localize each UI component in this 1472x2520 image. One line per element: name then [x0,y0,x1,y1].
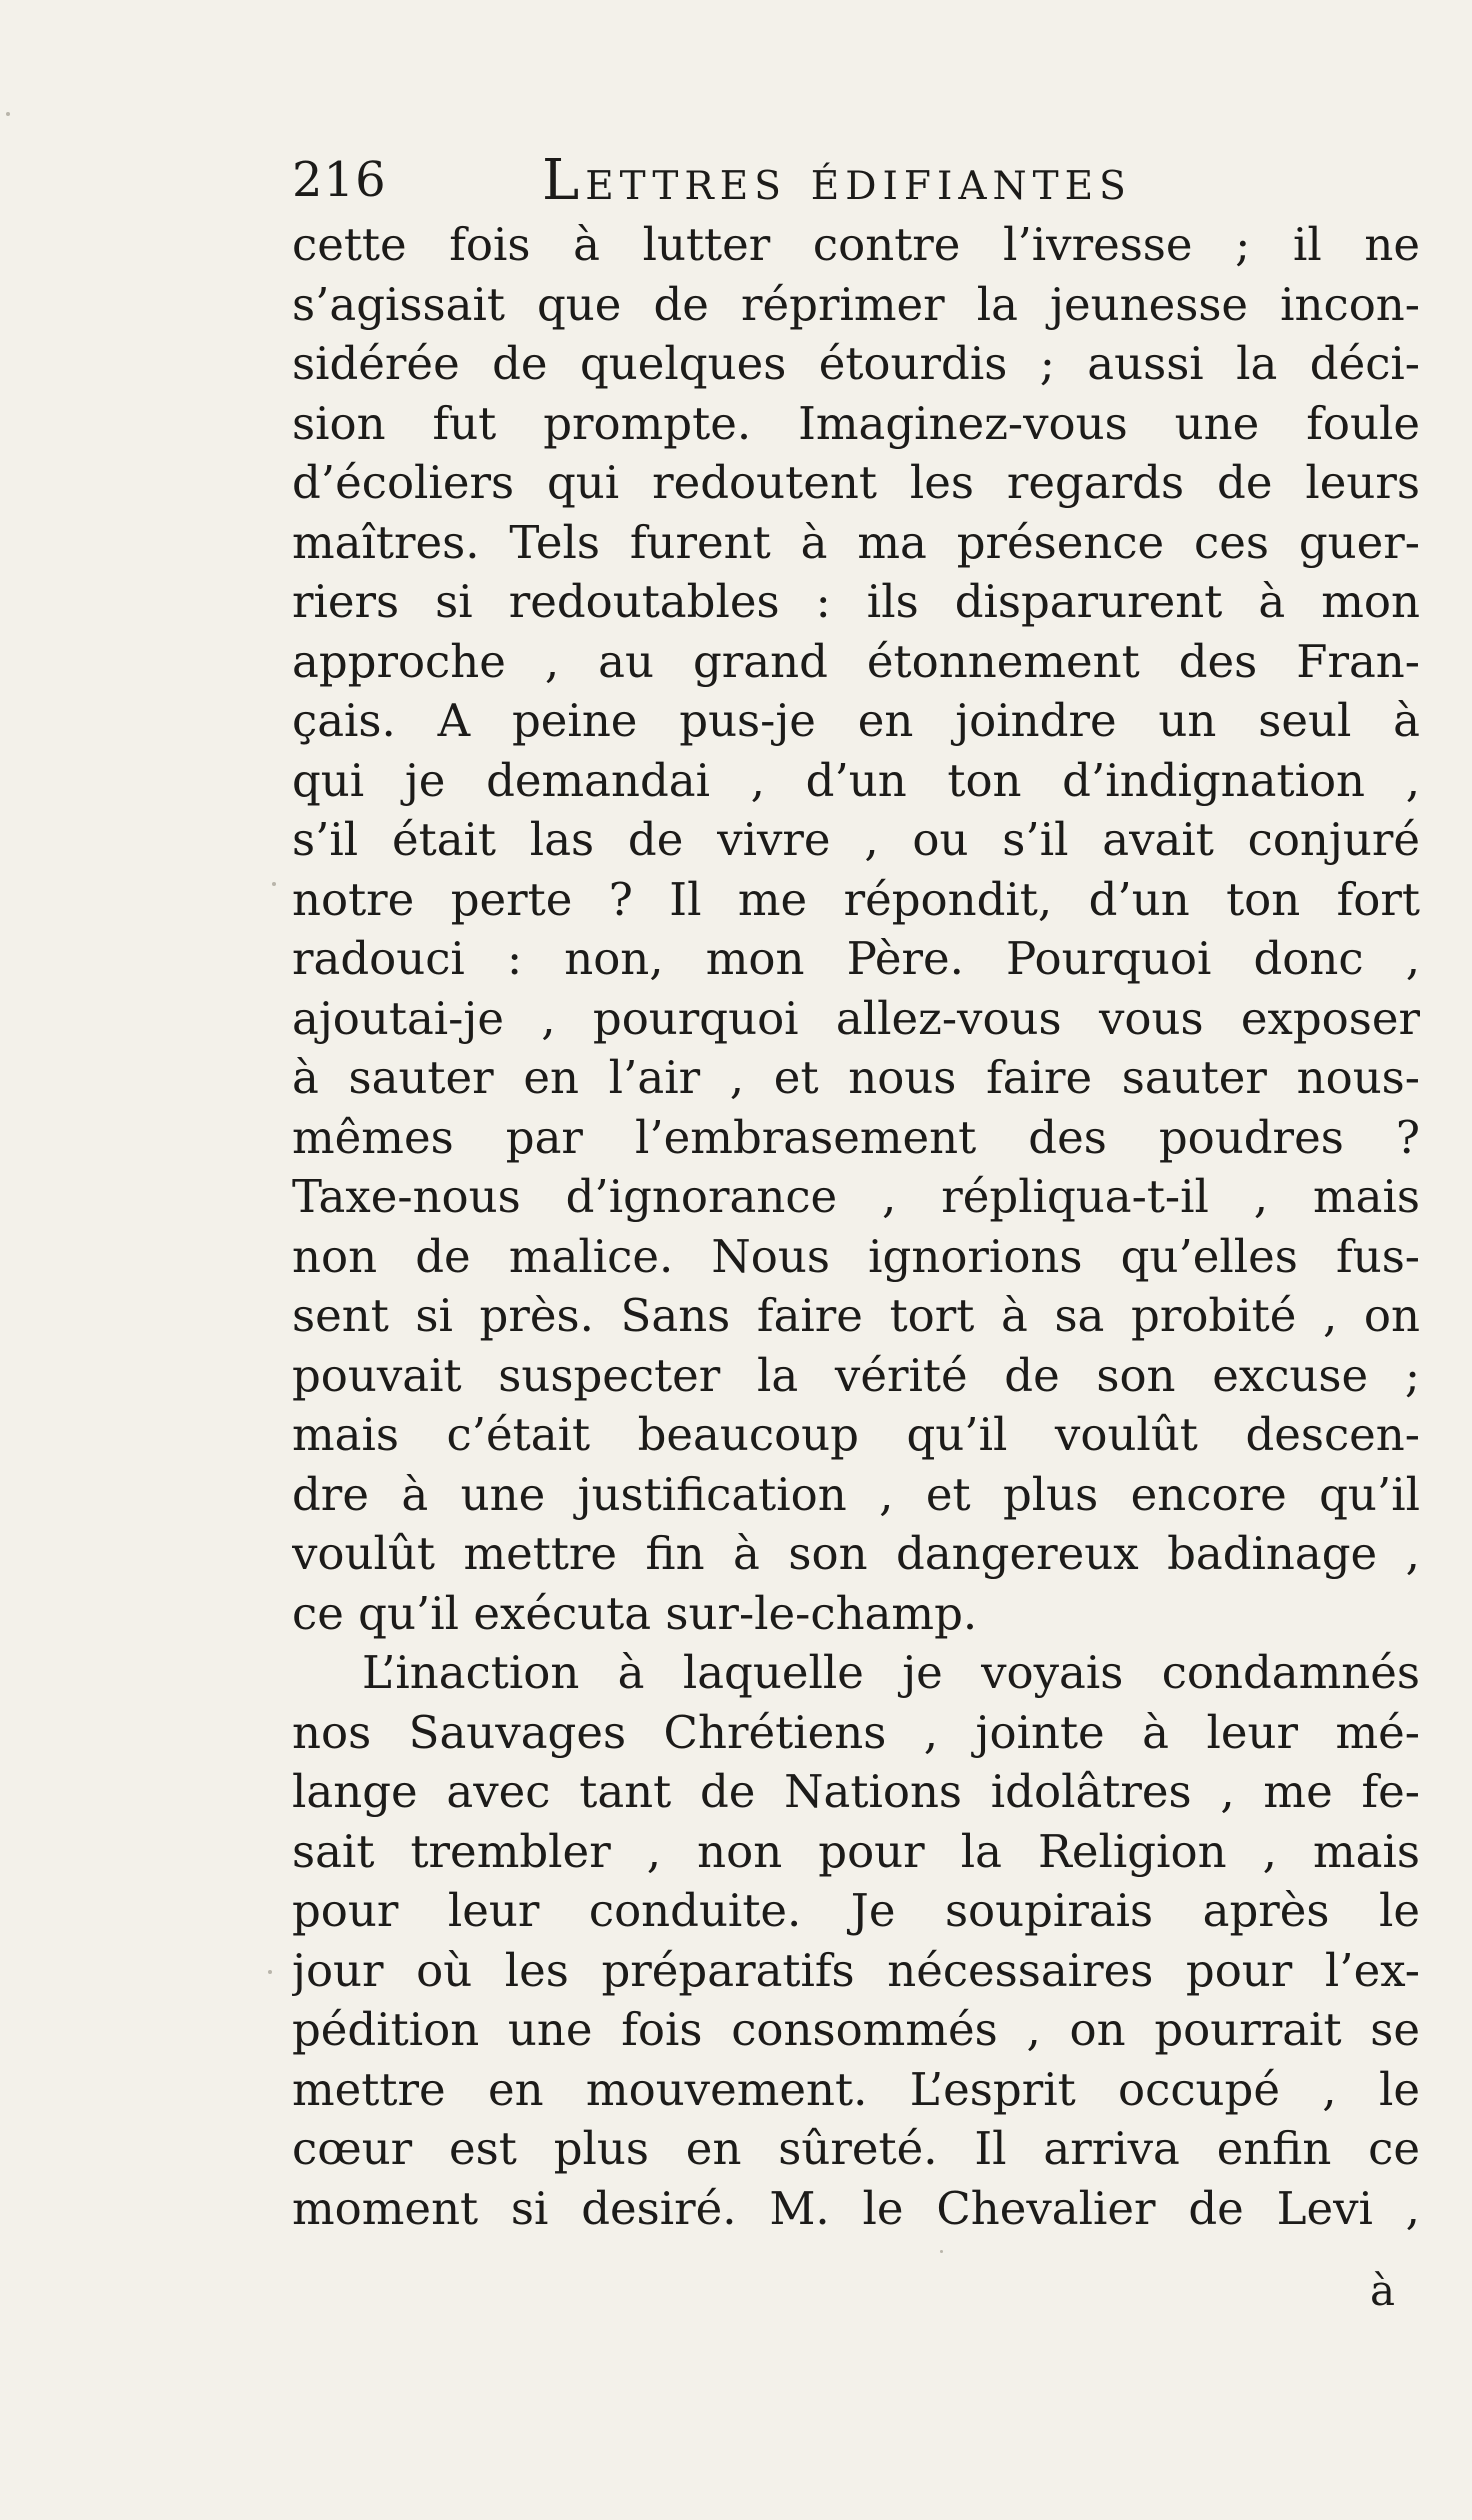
text-line: jour où les préparatifs nécessaires pour l’ex- [292,1943,1420,1997]
page-header [292,148,1422,218]
text-line: radouci : non, mon Père. Pourquoi donc , [292,932,1420,985]
text-line: riers si redoutables : ils disparurent à mon [292,575,1420,628]
page-number: 216 [292,152,387,208]
text-line: pédition une fois consommés , on pourrait se [292,2003,1420,2056]
text-line: qui je demandai , d’un ton d’indignation , [292,753,1420,807]
text-line: lange avec tant de Nations idolâtres , me fe- [292,1765,1420,1818]
text-line: sent si près. Sans faire tort à sa probité , on [292,1289,1420,1342]
text-line: çais. A peine pus-je en joindre un seul à [292,694,1420,747]
text-line: nos Sauvages Chrétiens , jointe à leur mé- [292,1705,1420,1759]
text-line: sait trembler , non pour la Religion , mais [292,1824,1420,1878]
text-line: dre à une justification , et plus encore qu’il [292,1467,1420,1521]
text-line: notre perte ? Il me répondit, d’un ton fort [292,872,1420,926]
text-line: Taxe-nous d’ignorance , répliqua-t-il , mais [292,1170,1420,1223]
paper-speck [6,112,10,116]
text-line: ce qu’il exécuta sur-le-champ. [292,1586,978,1640]
paper-speck [940,2250,943,2253]
paragraph-2 [292,1643,1420,2238]
text-line: ajoutai-je , pourquoi allez-vous vous exposer [292,991,1420,1045]
paper-speck [268,1970,272,1974]
text-line: maîtres. Tels furent à ma présence ces guer- [292,515,1420,569]
text-line: pour leur conduite. Je soupirais après le [292,1884,1420,1937]
text-line: pouvait suspecter la vérité de son excuse ; [292,1348,1420,1402]
paper-speck [272,882,276,886]
catchword: à [1370,2266,1396,2315]
text-line: cœur est plus en sûreté. Il arriva enfin ce [292,2122,1420,2175]
text-line: s’il était las de vivre , ou s’il avait conjuré [292,813,1420,866]
text-line: mais c’était beaucoup qu’il voulût descen- [292,1408,1420,1461]
text-line: moment si desiré. M. le Chevalier de Levi , [292,2181,1420,2235]
text-line: d’écoliers qui redoutent les regards de leurs [292,456,1420,509]
text-line: non de malice. Nous ignorions qu’elles fus- [292,1229,1420,1283]
text-line: voulût mettre fin à son dangereux badinage , [292,1527,1420,1580]
paragraph-1 [292,215,1420,1643]
text-line: mêmes par l’embrasement des poudres ? [292,1110,1420,1164]
text-line: sion fut prompte. Imaginez-vous une foule [292,396,1420,450]
text-line: s’agissait que de réprimer la jeunesse incon- [292,277,1420,331]
text-line: L’inaction à laquelle je voyais condamnés [362,1646,1420,1699]
text-line: à sauter en l’air , et nous faire sauter nous- [292,1051,1420,1104]
text-line: cette fois à lutter contre l’ivresse ; il ne [292,218,1420,271]
text-line: sidérée de quelques étourdis ; aussi la déci- [292,337,1420,390]
running-title: Lettres édifiantes [542,148,1132,213]
body-text [292,215,1420,2238]
text-line: mettre en mouvement. L’esprit occupé , le [292,2062,1420,2116]
text-line: approche , au grand étonnement des Fran- [292,634,1420,688]
